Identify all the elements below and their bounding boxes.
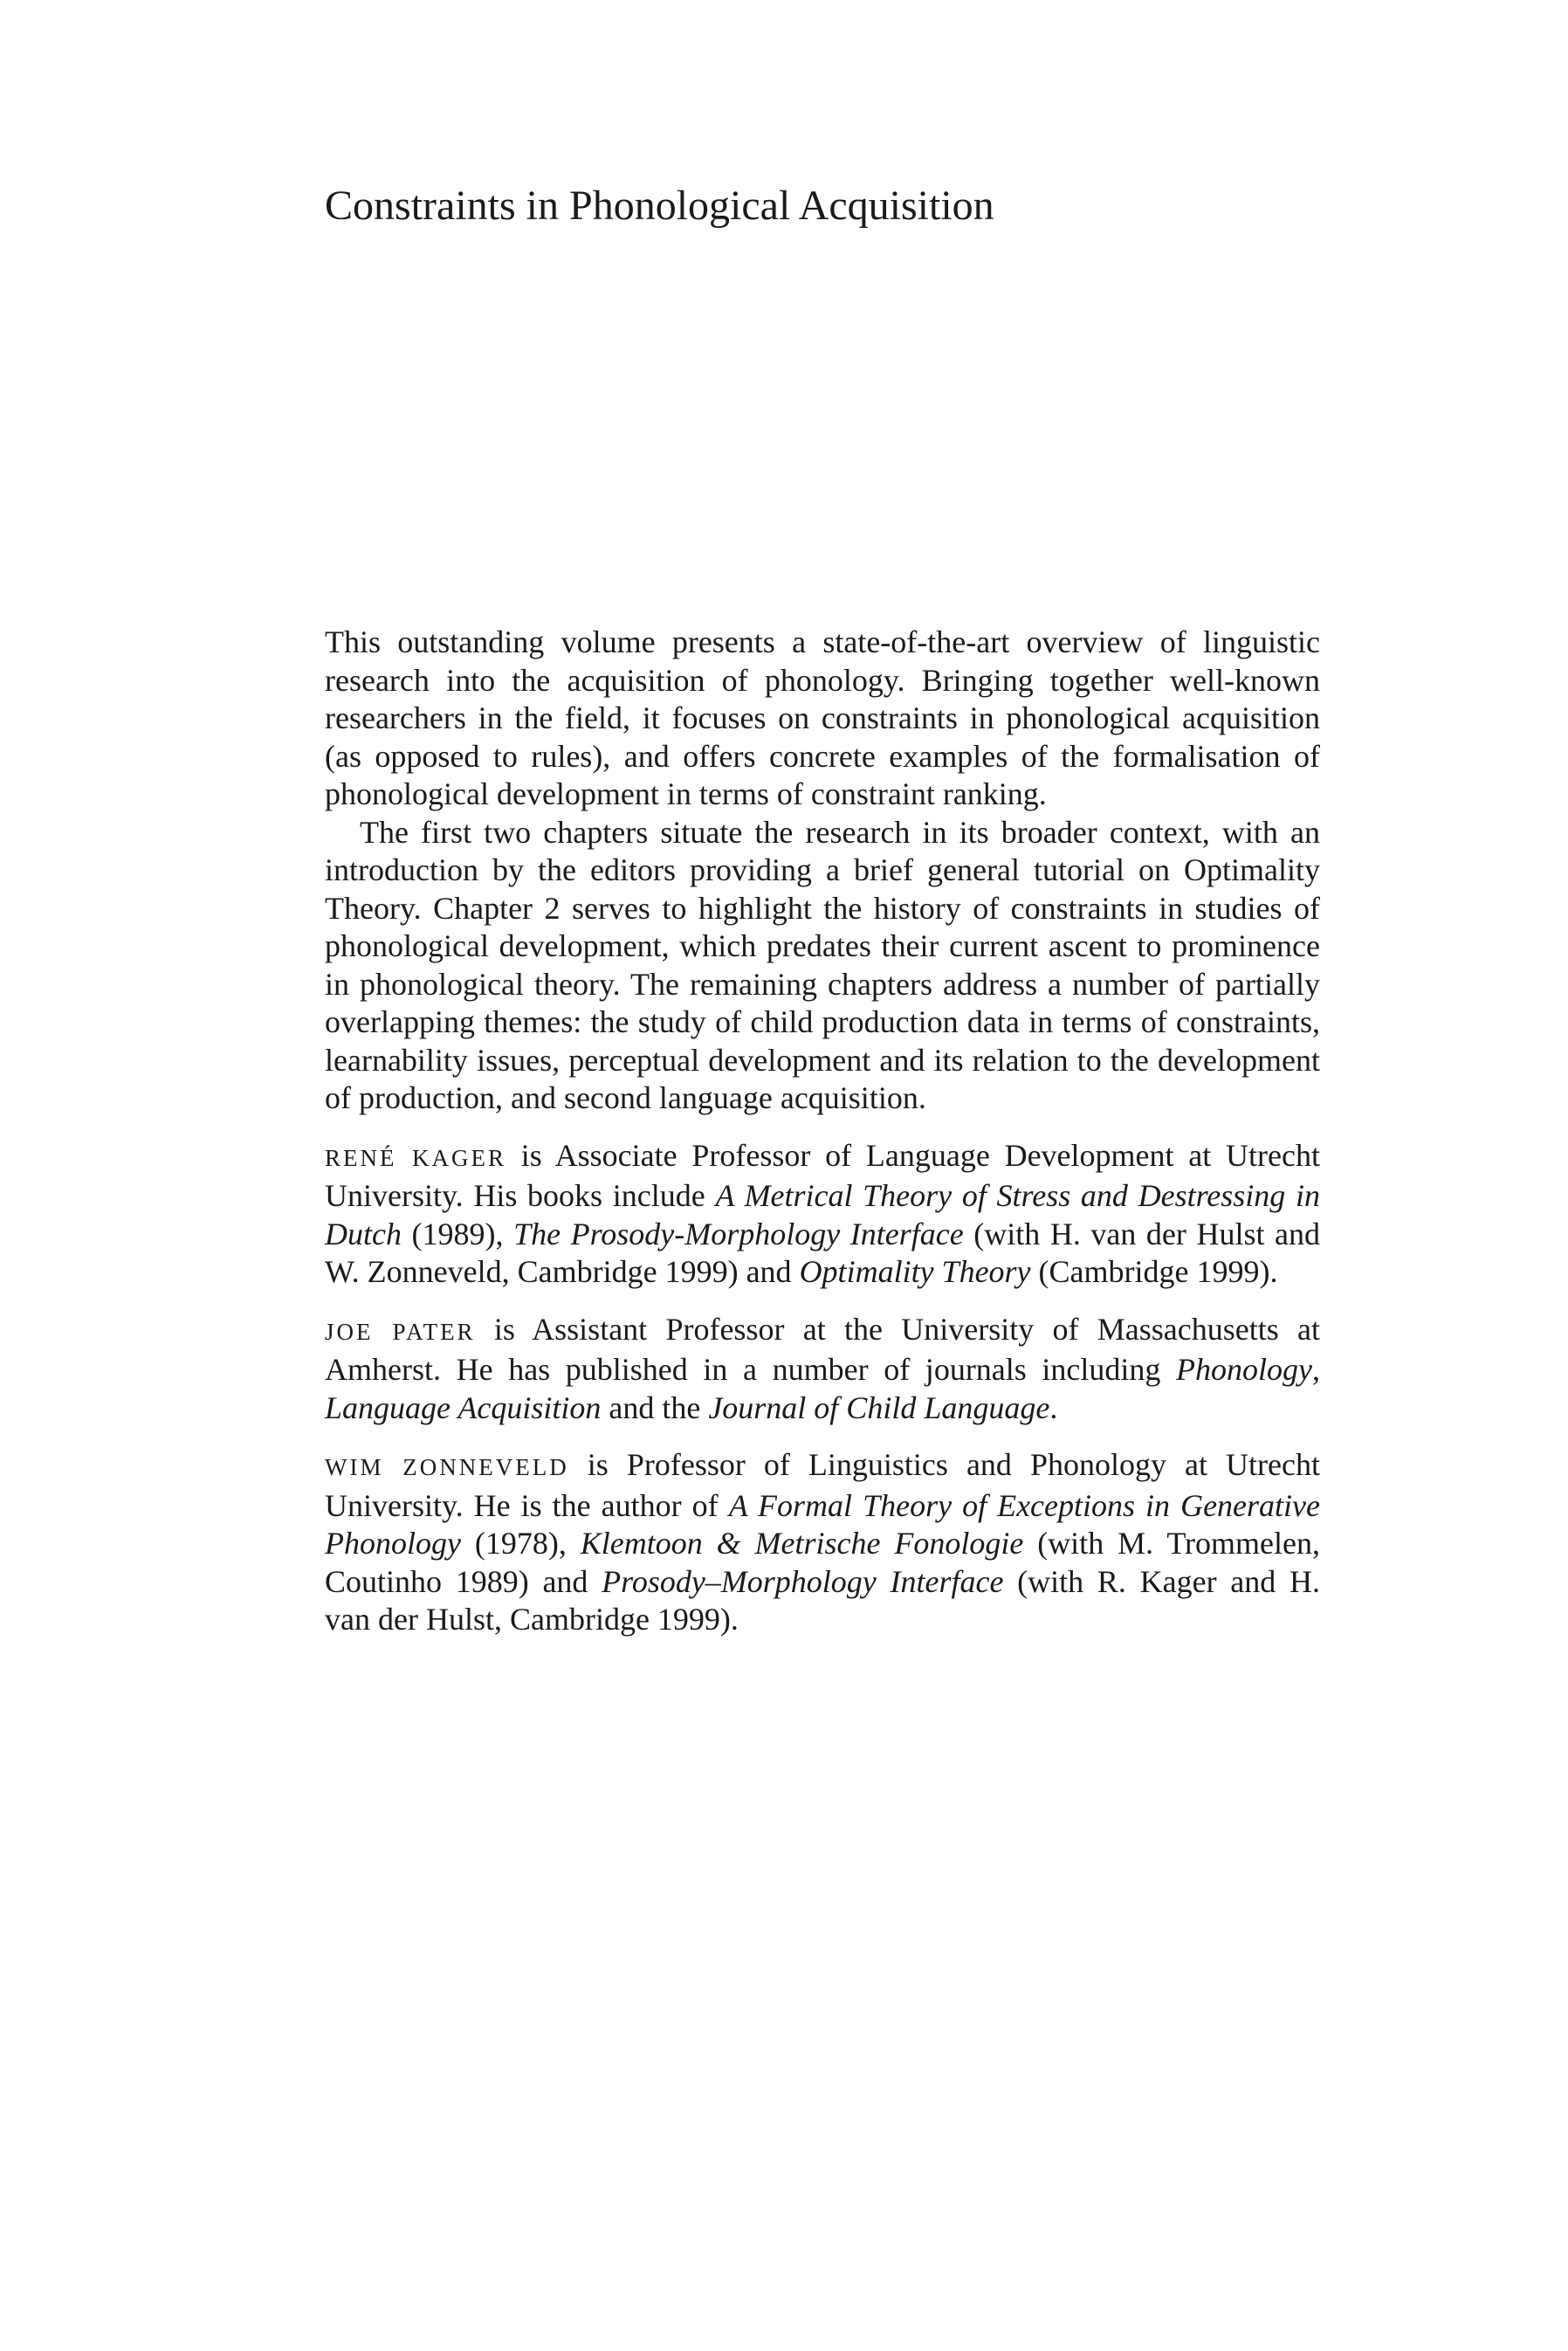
bio-text: , bbox=[1312, 1352, 1320, 1387]
bio-kager bbox=[325, 1137, 1320, 1292]
bio-text: (1978), bbox=[460, 1526, 581, 1561]
body-text bbox=[325, 624, 1320, 1639]
bio-text: (1989), bbox=[401, 1216, 514, 1251]
journal-title: Journal of Child Language bbox=[708, 1389, 1050, 1425]
book-title: A Metrical Theory of Stress and Destressing in Dutch bbox=[325, 1178, 1320, 1251]
journal-title: Phonology bbox=[1176, 1352, 1312, 1387]
bio-text: is Assistant Professor at the University of Massachusetts at Amherst. He has published in a number of journals including bbox=[325, 1311, 1320, 1387]
bio-text: (with H. van der Hulst and W. Zonneveld, Cambridge 1999) and bbox=[325, 1216, 1320, 1289]
book-title: The Prosody-Morphology Interface bbox=[513, 1216, 964, 1251]
book-title: Prosody–Morphology Interface bbox=[602, 1563, 1004, 1599]
bio-text: (Cambridge 1999). bbox=[1030, 1254, 1278, 1289]
bio-text: (with M. Trommelen, Coutinho 1989) and bbox=[325, 1526, 1320, 1599]
blurb-paragraph-2: The first two chapters situate the research in its broader context, with an introduction by the editors providing a brief general tutorial on Optimality Theory. Chapter 2 serves to highlight the history of constraints in studies of phonological development, which predates their current ascent to prominence in phonological theory. The remaining chapters address a number of partially overlapping themes: the study of child production data in terms of constraints, learnability issues, perceptual development and its relation to the development of production, and second language acquisition. bbox=[325, 814, 1320, 1115]
author-name-zonneveld: WIM ZONNEVELD bbox=[325, 1454, 569, 1480]
bio-text: and the bbox=[601, 1389, 709, 1425]
book-title: Klemtoon & Metrische Fonologie bbox=[580, 1526, 1024, 1561]
bio-text: is Associate Professor of Language Development at Utrecht University. His books include bbox=[325, 1137, 1321, 1213]
bio-pater bbox=[325, 1311, 1320, 1428]
bio-zonneveld bbox=[325, 1446, 1320, 1639]
bio-text: (with R. Kager and H. van der Hulst, Cambridge 1999). bbox=[325, 1563, 1320, 1637]
journal-title: Language Acquisition bbox=[325, 1389, 602, 1425]
book-title: A Formal Theory of Exceptions in Generative Phonology bbox=[325, 1487, 1320, 1561]
bio-text: is Professor of Linguistics and Phonology at Utrecht University. He is the author of bbox=[325, 1447, 1320, 1523]
page-title: Constraints in Phonological Acquisition bbox=[325, 183, 994, 229]
page bbox=[325, 0, 1320, 2351]
blurb-paragraph-1: This outstanding volume presents a state-of-the-art overview of linguistic research into the acquisition of phonology. Bringing together well-known researchers in the field, it focuses on constraints in phonological acquisition (as opposed to rules), and offers concrete examples of the formalisation of phonological development in terms of constraint ranking. bbox=[325, 624, 1320, 811]
author-name-kager: RENÉ KAGER bbox=[325, 1144, 507, 1171]
author-name-pater: JOE PATER bbox=[325, 1318, 476, 1345]
bio-text: . bbox=[1049, 1389, 1058, 1425]
book-title: Optimality Theory bbox=[799, 1254, 1031, 1289]
